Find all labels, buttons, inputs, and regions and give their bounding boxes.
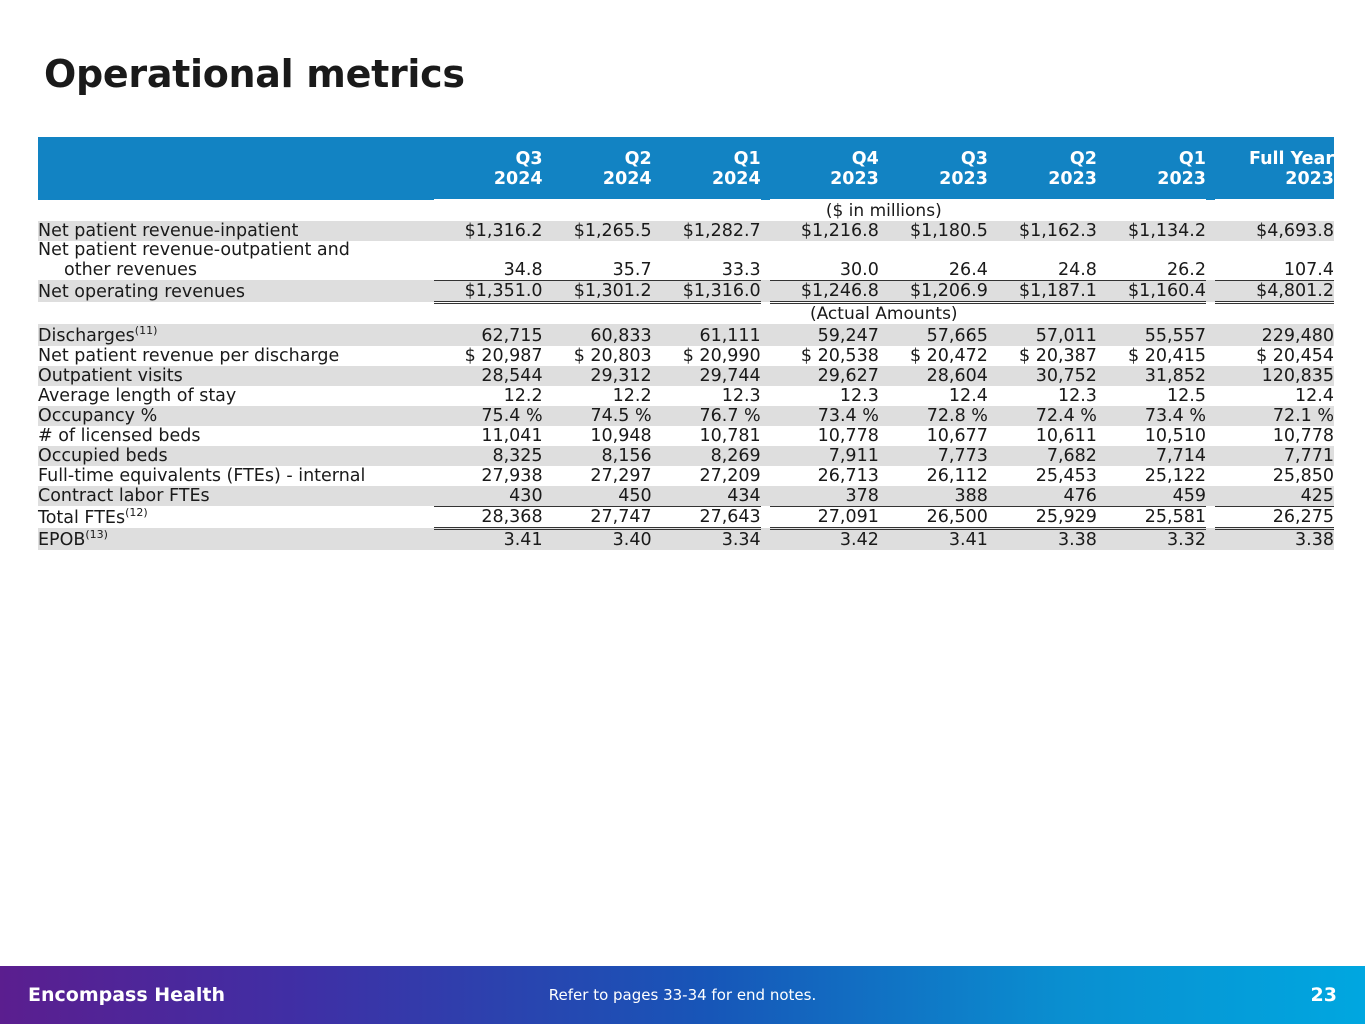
- cell: 7,714: [1097, 446, 1206, 466]
- cell: $1,206.9: [879, 280, 988, 302]
- cell: $1,265.5: [543, 221, 652, 241]
- cell: $ 20,454: [1215, 346, 1334, 366]
- cell: 27,938: [434, 466, 543, 486]
- cell: 25,453: [988, 466, 1097, 486]
- cell: $1,316.0: [652, 280, 761, 302]
- cell: 7,773: [879, 446, 988, 466]
- page-number: 23: [1310, 984, 1337, 1006]
- header-period-q2-2024: Q2: [543, 137, 652, 169]
- table-header-periods: [38, 137, 1334, 169]
- cell: 29,627: [770, 366, 879, 386]
- cell: 3.41: [434, 528, 543, 550]
- row-label-occupied-beds: Occupied beds: [38, 446, 434, 466]
- cell: $1,301.2: [543, 280, 652, 302]
- cell: 27,297: [543, 466, 652, 486]
- header-period-q3-2024: Q3: [434, 137, 543, 169]
- cell: 28,368: [434, 506, 543, 528]
- cell: 75.4 %: [434, 406, 543, 426]
- row-label-occupancy-percent: Occupancy %: [38, 406, 434, 426]
- cell: $1,351.0: [434, 280, 543, 302]
- header-year-8: 2023: [1215, 169, 1334, 200]
- cell: 24.8: [988, 241, 1097, 280]
- cell: 107.4: [1215, 241, 1334, 280]
- cell: 57,665: [879, 324, 988, 346]
- cell-gap: [1206, 386, 1215, 406]
- footnote-ref: (11): [134, 323, 158, 337]
- cell-gap: [1206, 221, 1215, 241]
- cell: 29,312: [543, 366, 652, 386]
- cell: 27,091: [770, 506, 879, 528]
- cell: 3.42: [770, 528, 879, 550]
- cell-gap: [761, 324, 770, 346]
- cell-gap: [1206, 324, 1215, 346]
- cell: 57,011: [988, 324, 1097, 346]
- cell: 61,111: [652, 324, 761, 346]
- cell: $1,160.4: [1097, 280, 1206, 302]
- cell-gap: [1206, 280, 1215, 302]
- cell: $1,162.3: [988, 221, 1097, 241]
- cell: 3.40: [543, 528, 652, 550]
- table-row: [38, 466, 1334, 486]
- cell-gap: [1206, 528, 1215, 550]
- cell: 7,771: [1215, 446, 1334, 466]
- cell: $1,180.5: [879, 221, 988, 241]
- cell: 60,833: [543, 324, 652, 346]
- cell: 73.4 %: [1097, 406, 1206, 426]
- footnote-ref: (13): [85, 528, 108, 542]
- row-label-licensed-beds: # of licensed beds: [38, 426, 434, 446]
- cell: 8,269: [652, 446, 761, 466]
- cell: 10,677: [879, 426, 988, 446]
- cell: 34.8: [434, 241, 543, 280]
- footer-note: Refer to pages 33-34 for end notes.: [548, 986, 817, 1004]
- cell: 30.0: [770, 241, 879, 280]
- section-actual-spacer: [38, 302, 434, 324]
- header-period-q1-2024: Q1: [652, 137, 761, 169]
- cell-gap: [761, 386, 770, 406]
- section-header-actual: [38, 302, 1334, 324]
- cell-gap: [1206, 426, 1215, 446]
- row-label-outpatient-visits: Outpatient visits: [38, 366, 434, 386]
- cell: 25,122: [1097, 466, 1206, 486]
- cell-gap: [761, 366, 770, 386]
- header-label-col: [38, 137, 434, 169]
- cell: 430: [434, 486, 543, 507]
- cell: 459: [1097, 486, 1206, 507]
- cell: 7,682: [988, 446, 1097, 466]
- row-label-average-length-of-stay: Average length of stay: [38, 386, 434, 406]
- cell: $1,134.2: [1097, 221, 1206, 241]
- row-label-total-ftes: [38, 506, 434, 528]
- header-period-q4-2023: Q4: [770, 137, 879, 169]
- row-label-discharges: [38, 324, 434, 346]
- cell: 27,643: [652, 506, 761, 528]
- cell: 30,752: [988, 366, 1097, 386]
- cell-gap: [761, 241, 770, 280]
- header-period-full-year: Full Year: [1215, 137, 1334, 169]
- cell: $ 20,990: [652, 346, 761, 366]
- cell: 12.4: [1215, 386, 1334, 406]
- cell: 476: [988, 486, 1097, 507]
- cell: 26,713: [770, 466, 879, 486]
- cell: 28,544: [434, 366, 543, 386]
- table-row: [38, 528, 1334, 550]
- cell: 55,557: [1097, 324, 1206, 346]
- table-row: [38, 506, 1334, 528]
- cell: 35.7: [543, 241, 652, 280]
- row-label-text: Total FTEs: [38, 508, 126, 529]
- cell-gap: [1206, 241, 1215, 280]
- cell: 450: [543, 486, 652, 507]
- cell-gap: [761, 221, 770, 241]
- cell-gap: [1206, 506, 1215, 528]
- header-period-q1-2023: Q1: [1097, 137, 1206, 169]
- table-row: [38, 426, 1334, 446]
- table-row: [38, 346, 1334, 366]
- header-gap-1: [761, 137, 770, 169]
- cell: 25,850: [1215, 466, 1334, 486]
- cell: 388: [879, 486, 988, 507]
- cell: $1,316.2: [434, 221, 543, 241]
- row-label-epob: [38, 528, 434, 550]
- cell: 73.4 %: [770, 406, 879, 426]
- cell: 27,747: [543, 506, 652, 528]
- cell: 8,156: [543, 446, 652, 466]
- cell: $1,282.7: [652, 221, 761, 241]
- cell: 26.2: [1097, 241, 1206, 280]
- cell-gap: [1206, 346, 1215, 366]
- header-year-6: 2023: [988, 169, 1097, 200]
- cell: $ 20,538: [770, 346, 879, 366]
- header-period-q2-2023: Q2: [988, 137, 1097, 169]
- cell-gap: [1206, 486, 1215, 507]
- cell: $ 20,387: [988, 346, 1097, 366]
- section-millions-label: ($ in millions): [434, 200, 1334, 221]
- row-label-line2: other revenues: [64, 259, 197, 280]
- row-label-text: Discharges: [38, 325, 135, 346]
- row-label-net-patient-revenue-per-discharge: Net patient revenue per discharge: [38, 346, 434, 366]
- cell: 229,480: [1215, 324, 1334, 346]
- cell: 33.3: [652, 241, 761, 280]
- cell: 26.4: [879, 241, 988, 280]
- cell: $1,216.8: [770, 221, 879, 241]
- cell: 8,325: [434, 446, 543, 466]
- cell: $1,246.8: [770, 280, 879, 302]
- row-label-net-operating-revenues: Net operating revenues: [38, 280, 434, 302]
- table-header-years: [38, 169, 1334, 200]
- cell: $4,693.8: [1215, 221, 1334, 241]
- header-period-q3-2023: Q3: [879, 137, 988, 169]
- cell: 7,911: [770, 446, 879, 466]
- cell: 26,112: [879, 466, 988, 486]
- header-year-4: 2023: [770, 169, 879, 200]
- cell: 72.1 %: [1215, 406, 1334, 426]
- cell: 74.5 %: [543, 406, 652, 426]
- table-row: [38, 324, 1334, 346]
- cell-gap: [761, 486, 770, 507]
- cell-gap: [761, 528, 770, 550]
- cell: 12.4: [879, 386, 988, 406]
- cell: 72.4 %: [988, 406, 1097, 426]
- cell: 26,275: [1215, 506, 1334, 528]
- section-millions-spacer: [38, 200, 434, 221]
- cell-gap: [761, 406, 770, 426]
- row-label-net-patient-revenue-outpatient: [38, 241, 434, 280]
- cell: 3.34: [652, 528, 761, 550]
- row-label-contract-labor-ftes: Contract labor FTEs: [38, 486, 434, 507]
- header-gap-4: [1206, 169, 1215, 200]
- cell: 425: [1215, 486, 1334, 507]
- cell: 25,581: [1097, 506, 1206, 528]
- header-year-7: 2023: [1097, 169, 1206, 200]
- cell-gap: [1206, 406, 1215, 426]
- cell: 3.38: [988, 528, 1097, 550]
- table-row: [38, 366, 1334, 386]
- cell: $4,801.2: [1215, 280, 1334, 302]
- header-label-col-2: [38, 169, 434, 200]
- cell-gap: [1206, 466, 1215, 486]
- cell-gap: [761, 506, 770, 528]
- row-label-text: EPOB: [38, 529, 86, 550]
- header-gap-3: [761, 169, 770, 200]
- header-year-5: 2023: [879, 169, 988, 200]
- cell: 27,209: [652, 466, 761, 486]
- cell: $1,187.1: [988, 280, 1097, 302]
- cell: 11,041: [434, 426, 543, 446]
- row-label-line1: Net patient revenue-outpatient and: [38, 240, 350, 260]
- cell: 120,835: [1215, 366, 1334, 386]
- cell: 434: [652, 486, 761, 507]
- cell-gap: [761, 426, 770, 446]
- cell: 10,781: [652, 426, 761, 446]
- header-year-3: 2024: [652, 169, 761, 200]
- page-title: Operational metrics: [44, 52, 465, 96]
- cell-gap: [761, 446, 770, 466]
- cell: 31,852: [1097, 366, 1206, 386]
- cell: 12.2: [434, 386, 543, 406]
- table-row: [38, 386, 1334, 406]
- row-label-net-patient-revenue-inpatient: Net patient revenue-inpatient: [38, 221, 434, 241]
- row-label-fte-internal: Full-time equivalents (FTEs) - internal: [38, 466, 434, 486]
- cell: 12.3: [770, 386, 879, 406]
- table-row: [38, 241, 1334, 280]
- cell: 62,715: [434, 324, 543, 346]
- cell-gap: [1206, 446, 1215, 466]
- operational-metrics-table: [38, 137, 1334, 550]
- table-row: [38, 486, 1334, 507]
- cell: $ 20,472: [879, 346, 988, 366]
- table-row: [38, 221, 1334, 241]
- cell: 12.3: [652, 386, 761, 406]
- cell: 76.7 %: [652, 406, 761, 426]
- cell: 10,778: [1215, 426, 1334, 446]
- metrics-table: [38, 137, 1334, 550]
- table-row: [38, 446, 1334, 466]
- cell: 10,510: [1097, 426, 1206, 446]
- cell: 28,604: [879, 366, 988, 386]
- cell: 378: [770, 486, 879, 507]
- cell: 10,778: [770, 426, 879, 446]
- header-year-2: 2024: [543, 169, 652, 200]
- cell: $ 20,415: [1097, 346, 1206, 366]
- cell: 12.2: [543, 386, 652, 406]
- cell: 12.5: [1097, 386, 1206, 406]
- section-actual-label: (Actual Amounts): [434, 302, 1334, 324]
- cell: 72.8 %: [879, 406, 988, 426]
- cell-gap: [761, 346, 770, 366]
- cell-gap: [1206, 366, 1215, 386]
- header-gap-2: [1206, 137, 1215, 169]
- brand-logo: Encompass Health: [28, 984, 226, 1006]
- cell: 12.3: [988, 386, 1097, 406]
- cell: 10,611: [988, 426, 1097, 446]
- cell: $ 20,803: [543, 346, 652, 366]
- cell-gap: [761, 466, 770, 486]
- cell: 26,500: [879, 506, 988, 528]
- cell: 3.32: [1097, 528, 1206, 550]
- footnote-ref: (12): [125, 506, 148, 520]
- cell: 3.38: [1215, 528, 1334, 550]
- cell-gap: [761, 280, 770, 302]
- table-row: [38, 406, 1334, 426]
- cell: 10,948: [543, 426, 652, 446]
- section-header-millions: [38, 200, 1334, 221]
- cell: 3.41: [879, 528, 988, 550]
- cell: $ 20,987: [434, 346, 543, 366]
- header-year-1: 2024: [434, 169, 543, 200]
- table-row: [38, 280, 1334, 302]
- footer-bar: [0, 966, 1365, 1024]
- cell: 25,929: [988, 506, 1097, 528]
- cell: 59,247: [770, 324, 879, 346]
- cell: 29,744: [652, 366, 761, 386]
